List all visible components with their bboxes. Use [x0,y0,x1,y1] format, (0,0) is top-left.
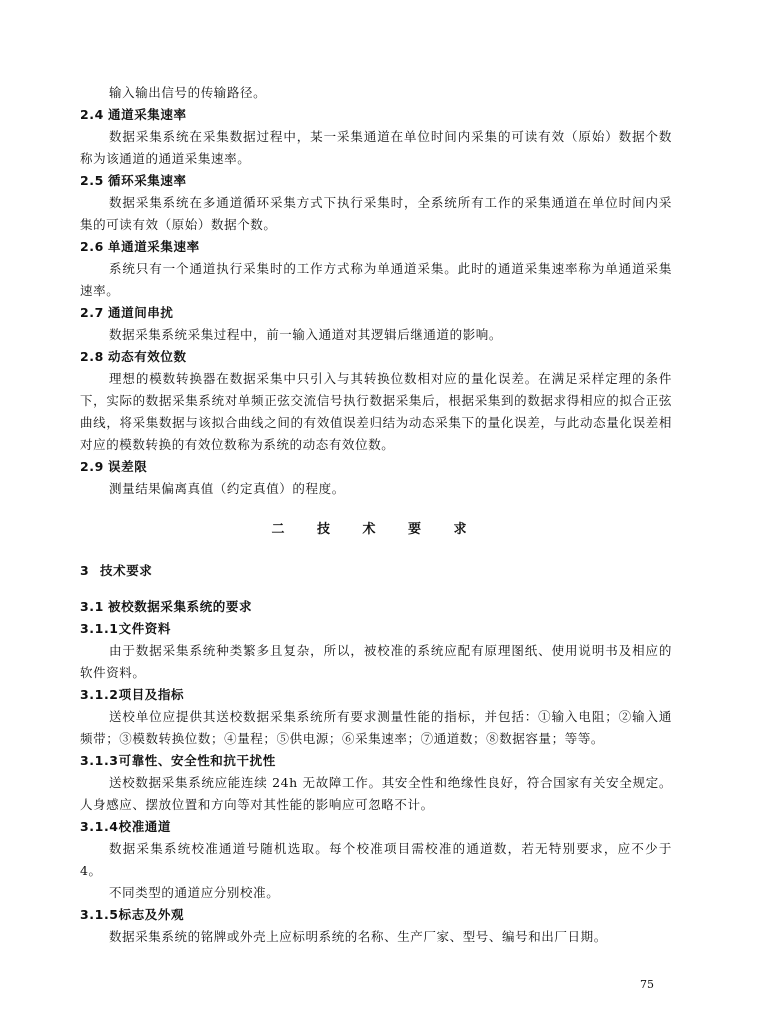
paragraph-line: 数据采集系统校准通道号随机选取。每个校准项目需校准的通道数，若无特别要求，应 [109,841,632,856]
heading-number: 3.1.2 [80,687,119,702]
heading-title: 动态有效位数 [108,349,187,364]
heading-2-8 [80,346,672,368]
heading-3 [80,560,672,582]
paragraph-line: 输入输出信号的传输路径。 [109,85,267,100]
section-block-requirements [80,560,672,948]
heading-2-4 [80,104,672,126]
heading-title: 可靠性、安全性和抗干扰性 [118,753,276,768]
heading-2-5 [80,170,672,192]
heading-title: 项目及指标 [118,687,185,702]
paragraph [80,640,672,684]
heading-number: 2.5 [80,173,104,188]
heading-number: 2.9 [80,459,104,474]
heading-title: 文件资料 [118,621,171,636]
paragraph-line: 理的条件下，实际的数据采集系统对单频正弦交流信号执行数据采集后，根据采集到的数据 [80,371,672,408]
paragraph [80,478,672,500]
paragraph-line: 量化误差，与此动态量化误差相对应的模数转换的有效位数称为系统的动态有效位数。 [80,415,672,452]
paragraph [80,192,672,236]
paragraph-line: 理想的模数转换器在数据采集中只引入与其转换位数相对应的量化误差。在满足采样定 [109,371,619,386]
chapter-title: 二 技 术 要 求 [271,522,481,537]
paragraph-line: 全规定。人身感应、摆放位置和方向等对其性能的影响应可忽略不计。 [80,775,672,812]
paragraph [80,368,672,456]
heading-number: 2.6 [80,239,104,254]
paragraph-line: 系统只有一个通道执行采集时的工作方式称为单通道采集。此时的通道采集速率称为单 [109,261,619,276]
paragraph [80,926,672,948]
heading-number: 3.1.1 [80,621,119,636]
heading-3-1 [80,596,672,618]
heading-number: 2.4 [80,107,104,122]
paragraph [80,882,672,904]
heading-3-1-1 [80,618,672,640]
paragraph-line: 求得相应的拟合正弦曲线，将采集数据与该拟合曲线之间的有效值误差归结为动态采集下的 [80,393,672,430]
heading-number: 3.1 [80,599,104,614]
heading-number: 2.7 [80,305,104,320]
paragraph-line: 数据采集系统的铭牌或外壳上应标明系统的名称、生产厂家、型号、编号和出厂日期。 [109,929,607,944]
heading-title: 标志及外观 [118,907,185,922]
heading-3-1-2 [80,684,672,706]
heading-title: 通道间串扰 [108,305,174,320]
heading-number: 3.1.4 [80,819,119,834]
paragraph [80,706,672,750]
paragraph-line: 数据采集系统在多通道循环采集方式下执行采集时，全系统所有工作的采集通道在单位 [109,195,619,210]
paragraph-line: 通道采集速率。 [80,261,672,298]
paragraph [80,838,672,882]
paragraph-line: 数据采集系统在采集数据过程中，某一采集通道在单位时间内采集的可读有效（原始） [109,129,619,144]
heading-number: 3 [80,563,90,578]
section-block-definitions [80,82,672,500]
paragraph-line: 数据个数称为该通道的通道采集速率。 [80,129,672,166]
paragraph-line: 及相应的软件资料。 [80,643,672,680]
heading-2-7 [80,302,672,324]
heading-title: 被校数据采集系统的要求 [108,599,253,614]
heading-2-6 [80,236,672,258]
page-number: 75 [640,978,654,991]
paragraph [80,772,672,816]
paragraph-line: 送校单位应提供其送校数据采集系统所有要求测量性能的指标，并包括：①输入电阻； [109,709,619,724]
heading-title: 单通道采集速率 [108,239,200,254]
heading-3-1-4 [80,816,672,838]
paragraph-line: 不同类型的通道应分别校准。 [109,885,280,900]
paragraph [80,324,672,346]
heading-title: 通道采集速率 [108,107,187,122]
paragraph-line: ②输入通频带；③模数转换位数；④量程；⑤供电源；⑥采集速率；⑦通道数；⑧数据容 [80,709,672,746]
heading-3-1-5 [80,904,672,926]
paragraph-line: 测量结果偏离真值（约定真值）的程度。 [109,481,345,496]
paragraph-line: 量；等等。 [538,731,605,746]
heading-number: 2.8 [80,349,104,364]
paragraph-line: 送校数据采集系统应能连续 24h 无故障工作。其安全性和绝缘性良好，符合国家有关安 [109,775,620,790]
heading-number: 3.1.3 [80,753,119,768]
paragraph-line: 由于数据采集系统种类繁多且复杂，所以，被校准的系统应配有原理图纸、使用说明书 [109,643,619,658]
heading-number: 3.1.5 [80,907,119,922]
paragraph [80,258,672,302]
heading-title: 循环采集速率 [108,173,187,188]
heading-2-9 [80,456,672,478]
heading-3-1-3 [80,750,672,772]
paragraph-line: 不少于 4。 [80,841,672,878]
heading-title: 技术要求 [100,563,153,578]
heading-title: 误差限 [108,459,148,474]
paragraph-line: 时间内采集的可读有效（原始）数据个数。 [80,195,672,232]
paragraph-line: 数据采集系统采集过程中，前一输入通道对其逻辑后继通道的影响。 [109,327,503,342]
paragraph [80,126,672,170]
heading-title: 校准通道 [118,819,171,834]
